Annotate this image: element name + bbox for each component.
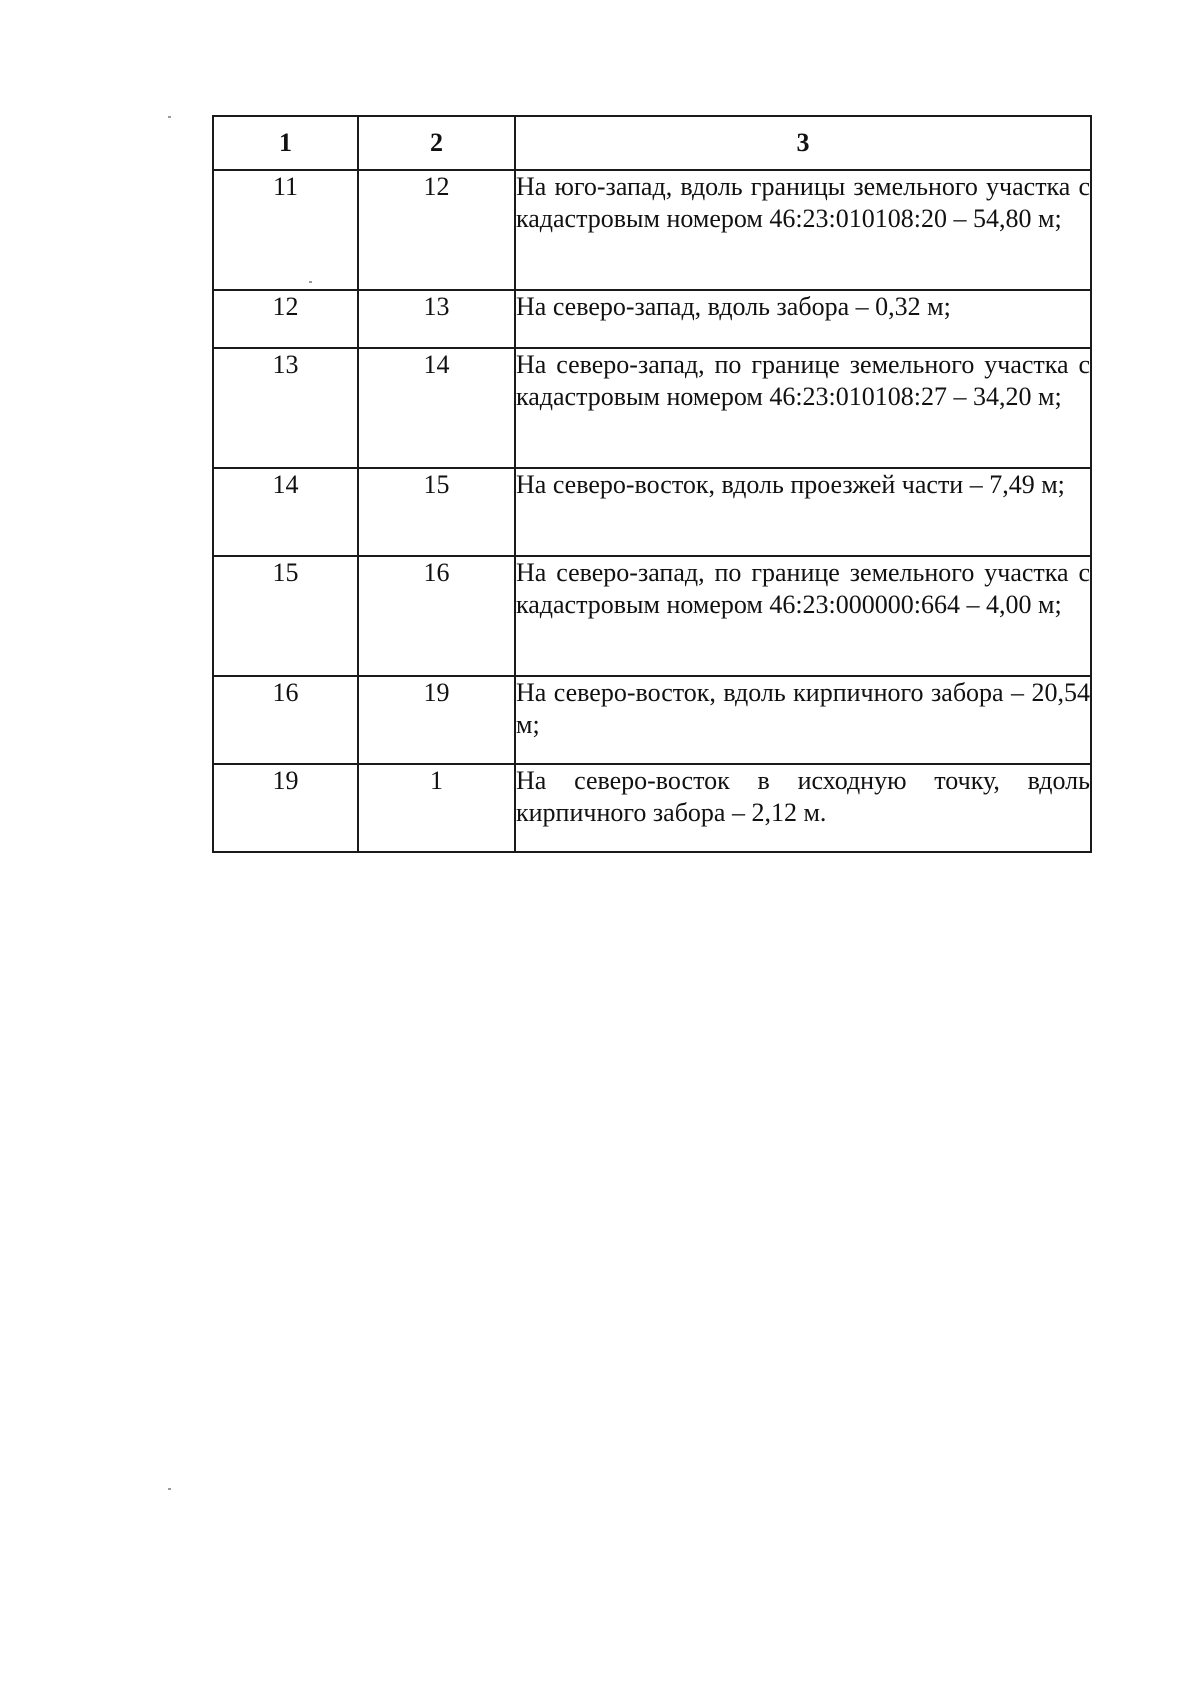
point-to: 14	[358, 348, 515, 468]
column-header-description: 3	[515, 116, 1091, 170]
boundary-description-table	[212, 115, 1092, 853]
point-from: 13	[213, 348, 358, 468]
segment-description: На северо-восток, вдоль кирпичного забора – 20,54 м;	[515, 676, 1091, 764]
table-row	[213, 170, 1091, 290]
table-row	[213, 348, 1091, 468]
point-from: 15	[213, 556, 358, 676]
segment-description: На северо-восток, вдоль проезжей части – 7,49 м;	[515, 468, 1091, 556]
segment-description: На северо-запад, вдоль забора – 0,32 м;	[515, 290, 1091, 348]
column-header-from: 1	[213, 116, 358, 170]
point-from: 12	[213, 290, 358, 348]
point-to: 13	[358, 290, 515, 348]
point-to: 15	[358, 468, 515, 556]
point-to: 16	[358, 556, 515, 676]
point-to: 12	[358, 170, 515, 290]
table-row	[213, 556, 1091, 676]
point-from: 11	[213, 170, 358, 290]
table-header-row	[213, 116, 1091, 170]
scan-artifact	[168, 116, 171, 118]
segment-description: На северо-запад, по границе земельного участка с кадастровым номером 46:23:000000:664 – 4,00 м;	[515, 556, 1091, 676]
table-row	[213, 764, 1091, 852]
point-from: 19	[213, 764, 358, 852]
point-to: 19	[358, 676, 515, 764]
segment-description: На северо-запад, по границе земельного участка с кадастровым номером 46:23:010108:27 – 34,20 м;	[515, 348, 1091, 468]
segment-description: На юго-запад, вдоль границы земельного участка с кадастровым номером 46:23:010108:20 – 54,80 м;	[515, 170, 1091, 290]
segment-description: На северо-восток в исходную точку, вдоль кирпичного забора – 2,12 м.	[515, 764, 1091, 852]
scan-artifact	[168, 1488, 171, 1490]
column-header-to: 2	[358, 116, 515, 170]
point-from: 14	[213, 468, 358, 556]
point-to: 1	[358, 764, 515, 852]
table-row	[213, 290, 1091, 348]
point-from: 16	[213, 676, 358, 764]
table-row	[213, 676, 1091, 764]
table-row	[213, 468, 1091, 556]
